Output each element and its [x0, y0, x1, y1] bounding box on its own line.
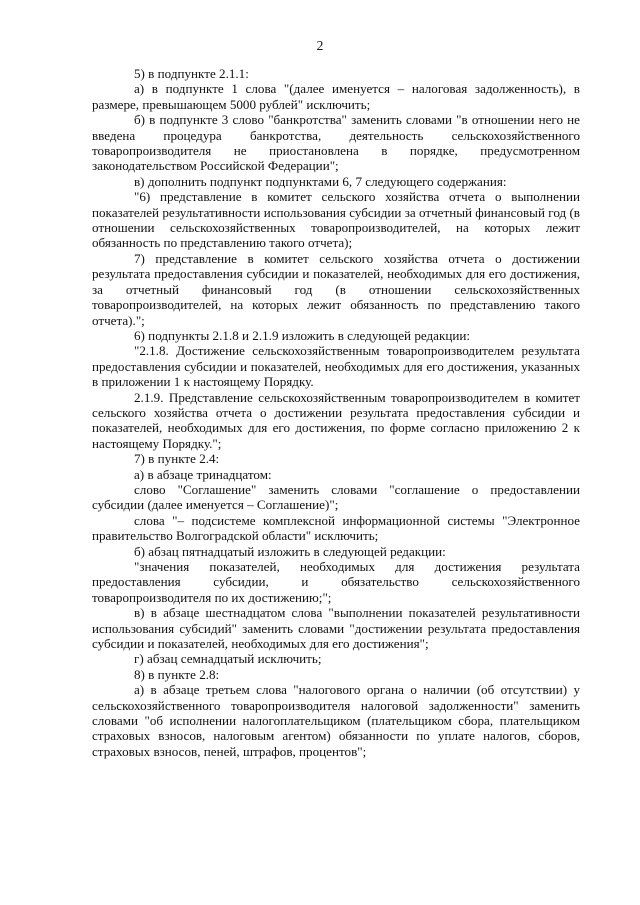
document-body [92, 66, 580, 759]
paragraph: 7) представление в комитет сельского хозяйства отчета о достижении результата предоставления субсидии и показателей, необходимых для его достижения, за отчетный финансовый год (в отношении сельскохозяйственных товаропроизводителей, на которых лежит обязанность по представлению такого отчета)."; [92, 250, 580, 328]
paragraph: "значения показателей, необходимых для достижения результата предоставления субсидии, и обязательство сельскохозяйственного товаропроизводителя по их достижению;"; [92, 559, 580, 605]
paragraph: б) в подпункте 3 слово "банкротства" заменить словами "в отношении него не введена процедура банкротства, деятельность сельскохозяйственного товаропроизводителя не приостановлена в порядке, предусмотренном законодательством Российской Федерации"; [92, 112, 580, 174]
paragraph: 5) в подпункте 2.1.1: [134, 66, 249, 81]
paragraph: а) в подпункте 1 слова "(далее именуется – налоговая задолженность), в размере, превышающем 5000 рублей" исключить; [92, 81, 580, 112]
paragraph: а) в абзаце третьем слова "налогового органа о наличии (об отсутствии) у сельскохозяйственного товаропроизводителя налоговой задолженности" заменить словами "об исполнении налогоплательщиком (плательщиком сбора, плательщиком страховых взносов, налоговым агентом) обязанности по уплате налогов, сборов, страховых взносов, пеней, штрафов, процентов"; [92, 682, 580, 759]
paragraph: г) абзац семнадцатый исключить; [134, 651, 322, 667]
paragraph: б) абзац пятнадцатый изложить в следующей редакции: [134, 543, 446, 559]
paragraph: в) в абзаце шестнадцатом слова "выполнении показателей результативности использования субсидий" заменить словами "достижении результата предоставления субсидии и показателей, необходимых для его достижения"; [92, 605, 580, 652]
paragraph: 2.1.9. Представление сельскохозяйственным товаропроизводителем в комитет сельского хозяйства отчета о достижении результата предоставления субсидии и показателей, необходимых для его достижения, по форме согласно приложению 2 к настоящему Порядку."; [92, 389, 580, 451]
paragraph: 7) в пункте 2.4: [134, 451, 220, 467]
paragraph: "2.1.8. Достижение сельскохозяйственным товаропроизводителем результата предоставления субсидии и показателей, необходимых для его достижения, указанных в приложении 1 к настоящему Порядку. [92, 343, 580, 390]
paragraph: "6) представление в комитет сельского хозяйства отчета о выполнении показателей результативности использования субсидии за отчетный финансовый год (в отношении сельскохозяйственных товаропроизводителей, на которых лежит обязанность по представлению такого отчета); [92, 189, 580, 251]
paragraph: слова "– подсистеме комплексной информационной системы "Электронное правительство Волгоградской области" исключить; [92, 512, 580, 544]
paragraph: в) дополнить подпункт подпунктами 6, 7 следующего содержания: [134, 173, 507, 189]
paragraph: 8) в пункте 2.8: [134, 666, 220, 682]
paragraph: а) в абзаце тринадцатом: [134, 466, 272, 482]
paragraph: 6) подпункты 2.1.8 и 2.1.9 изложить в следующей редакции: [134, 327, 471, 343]
paragraph: слово "Соглашение" заменить словами "соглашение о предоставлении субсидии (далее именуется – Соглашение)"; [92, 481, 580, 513]
page-number: 2 [316, 38, 324, 53]
